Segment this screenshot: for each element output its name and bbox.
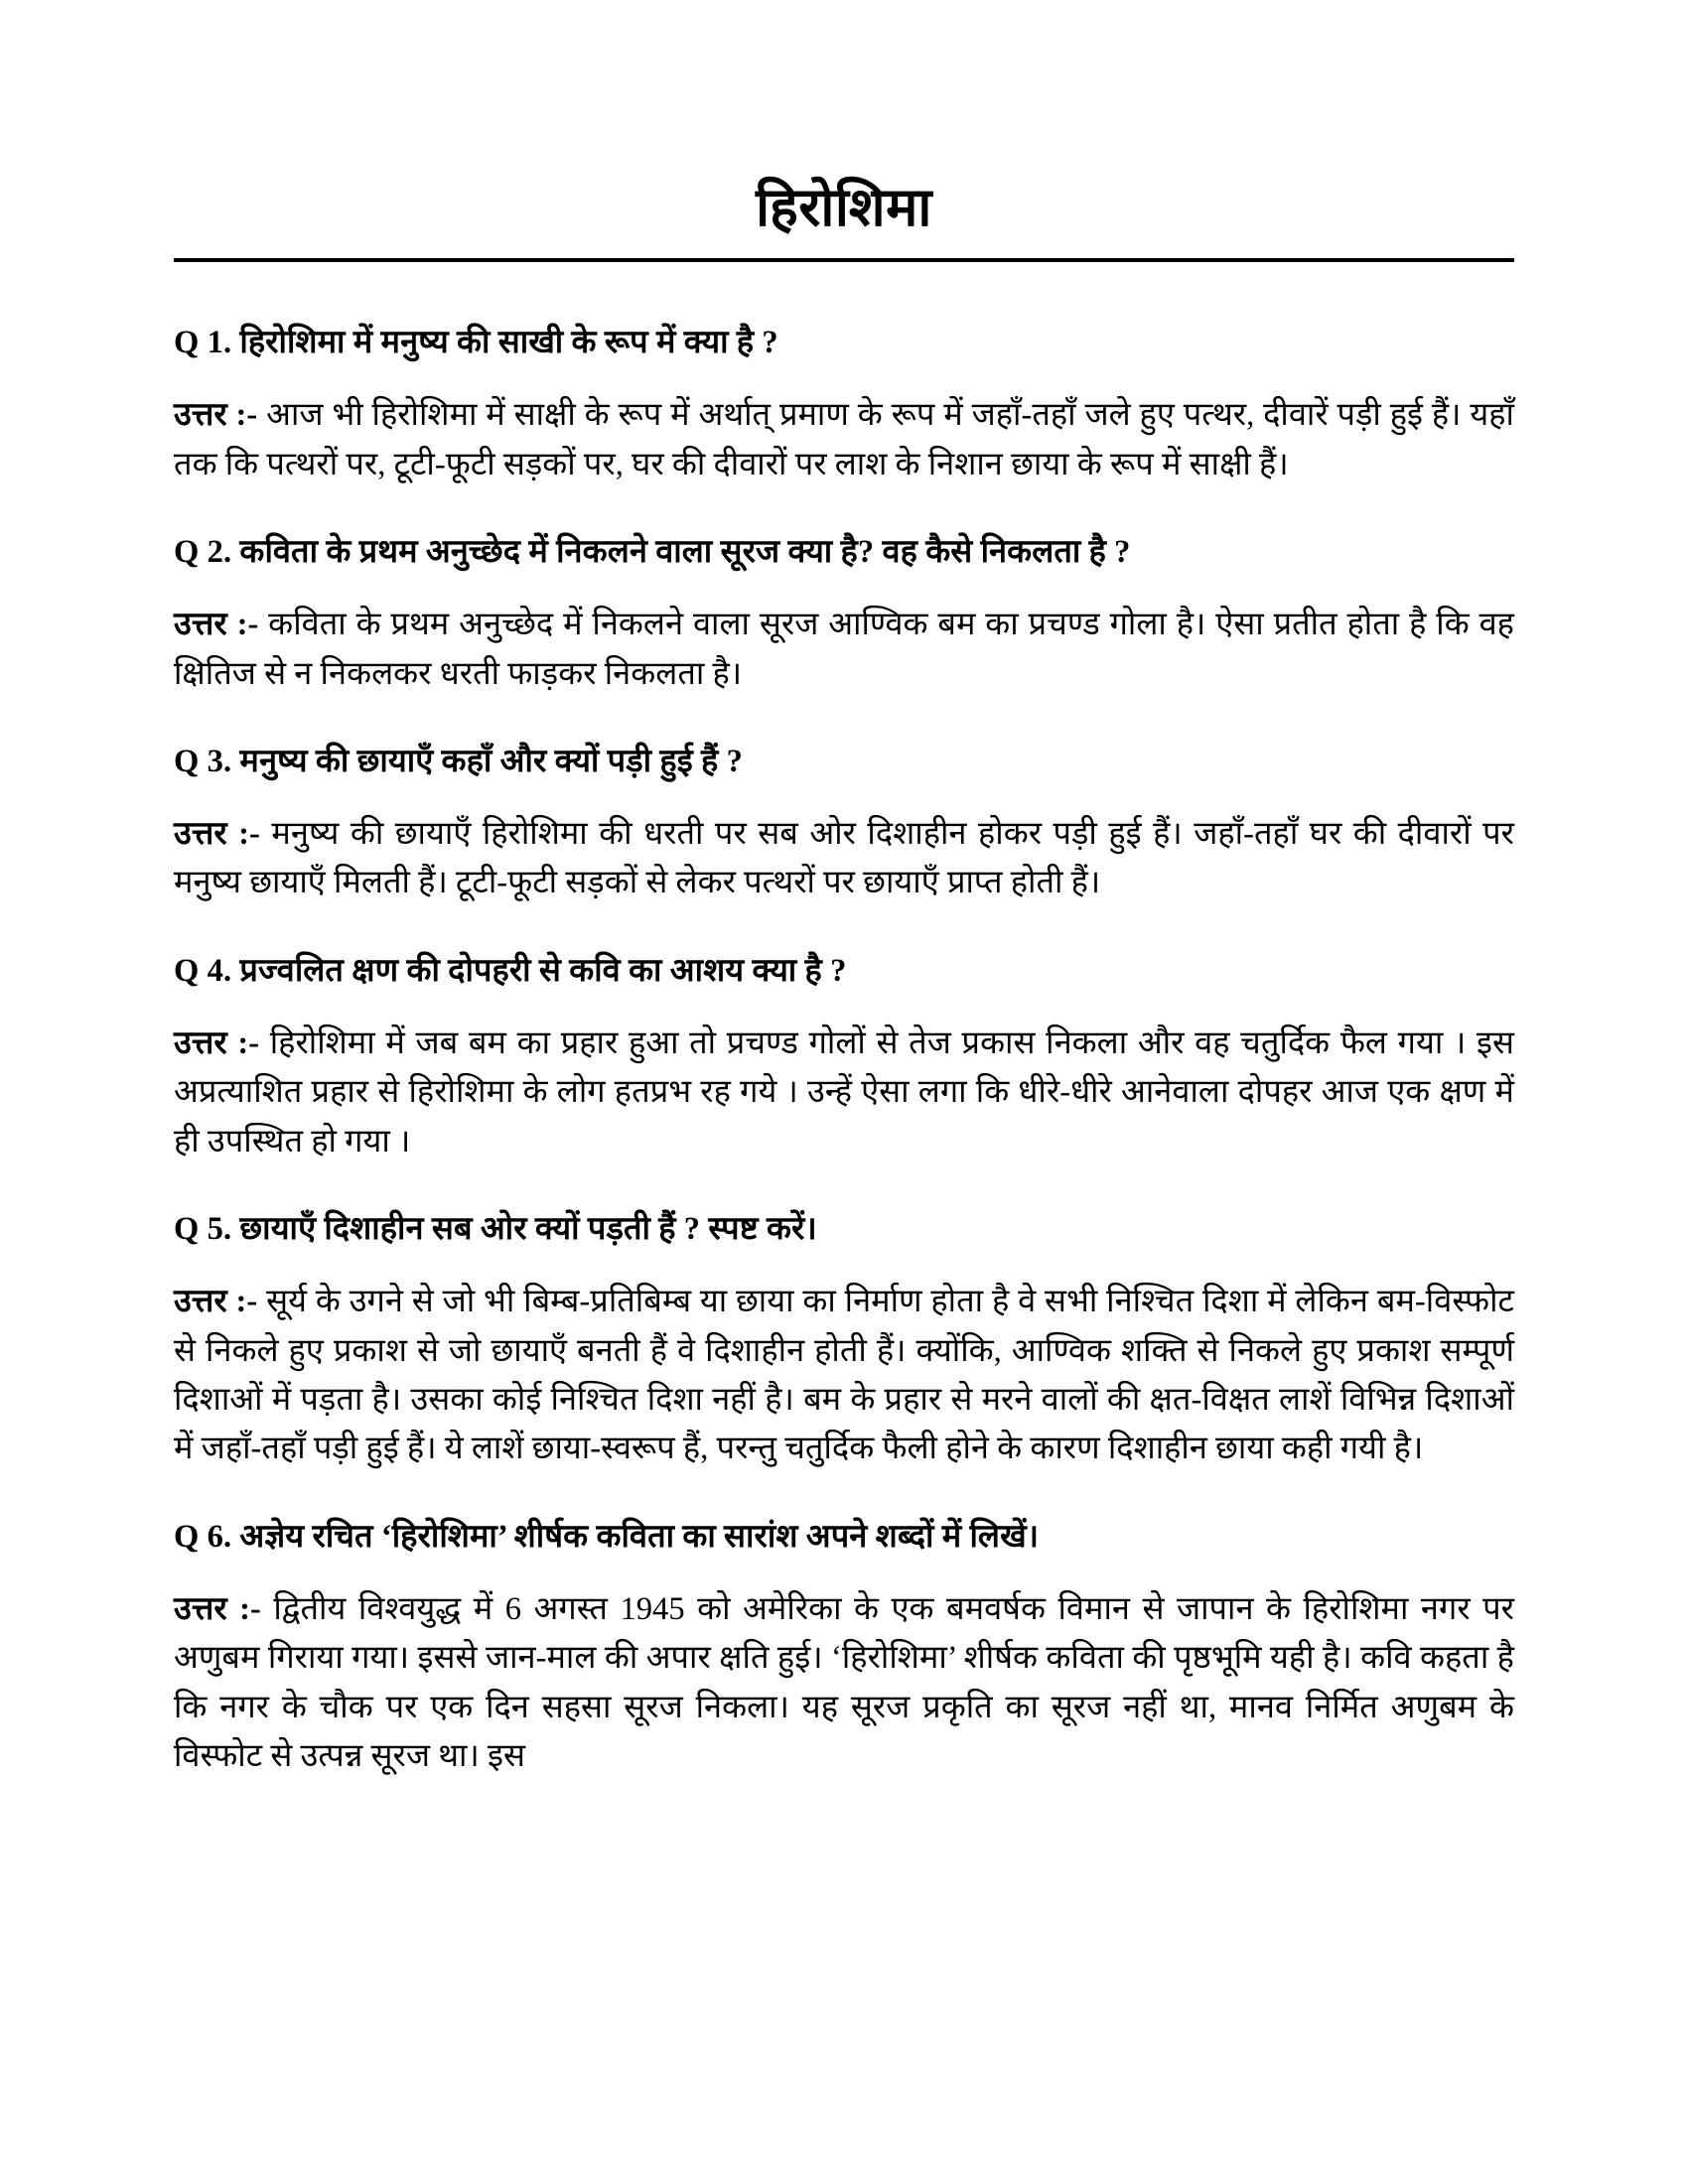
answer-label: उत्तर :- — [174, 1284, 258, 1320]
answer-label: उत्तर :- — [174, 1025, 260, 1061]
qa-list — [174, 320, 1514, 1781]
question-heading: Q 4. प्रज्वलित क्षण की दोपहरी से कवि का आशय क्या है ? — [174, 952, 847, 989]
answer-text: सूर्य के उगने से जो भी बिम्ब-प्रतिबिम्ब या छाया का निर्माण होता है वे सभी निश्चित दिशा में लेकिन बम-विस्फोट से निकले हुए प्रकाश से जो छायाएँ बनती हैं वे दिशाहीन होती हैं। क्योंकि, आण्विक शक्ति से निकले हुए प्रकाश सम्पूर्ण दिशाओं में पड़ता है। उसका कोई निश्चित दिशा नहीं है। बम के प्रहार से मरने वालों की क्षत-विक्षत लाशें विभिन्न दिशाओं में जहाँ-तहाँ पड़ी हुई हैं। ये लाशें छाया-स्वरूप हैं, परन्तु चतुर्दिक फैली होने के कारण दिशाहीन छाया कही गयी है। — [174, 1284, 1514, 1467]
qa-block — [174, 1514, 1514, 1782]
answer-paragraph — [174, 810, 1514, 908]
page-title: हिरोशिमा — [756, 178, 932, 237]
answer-paragraph — [174, 1020, 1514, 1166]
question-heading: Q 6. अज्ञेय रचित ‘हिरोशिमा’ शीर्षक कविता का सारांश अपने शब्दों में लिखें। — [174, 1518, 1040, 1555]
answer-paragraph — [174, 601, 1514, 699]
question-heading: Q 3. मनुष्य की छायाएँ कहाँ और क्यों पड़ी हुई हैं ? — [174, 743, 743, 779]
answer-paragraph — [174, 1278, 1514, 1474]
answer-label: उत्तर :- — [174, 607, 259, 643]
answer-text: हिरोशिमा में जब बम का प्रहार हुआ तो प्रचण्ड गोलों से तेज प्रकास निकला और वह चतुर्दिक फैल गया । इस अप्रत्याशित प्रहार से हिरोशिमा के लोग हतप्रभ रह गये । उन्हें ऐसा लगा कि धीरे-धीरे आनेवाला दोपहर आज एक क्षण में ही उपस्थित हो गया । — [174, 1025, 1514, 1160]
answer-text: आज भी हिरोशिमा में साक्षी के रूप में अर्थात् प्रमाण के रूप में जहाँ-तहाँ जले हुए पत्थर, दीवारें पड़ी हुई हैं। यहाँ तक कि पत्थरों पर, टूटी-फूटी सड़कों पर, घर की दीवारों पर लाश के निशान छाया के रूप में साक्षी हैं। — [174, 397, 1514, 482]
answer-text: कविता के प्रथम अनुच्छेद में निकलने वाला सूरज आण्विक बम का प्रचण्ड गोला है। ऐसा प्रतीत होता है कि वह क्षितिज से न निकलकर धरती फाड़कर निकलता है। — [174, 607, 1514, 692]
qa-block — [174, 320, 1514, 489]
answer-paragraph — [174, 391, 1514, 489]
qa-block — [174, 948, 1514, 1166]
qa-block — [174, 739, 1514, 908]
answer-label: उत्तर :- — [174, 397, 258, 434]
title-divider — [174, 258, 1514, 262]
qa-block — [174, 1206, 1514, 1474]
question-heading: Q 5. छायाएँ दिशाहीन सब ओर क्यों पड़ती हैं ? स्पष्ट करें। — [174, 1211, 817, 1248]
answer-label: उत्तर :- — [174, 816, 260, 853]
answer-text: मनुष्य की छायाएँ हिरोशिमा की धरती पर सब ओर दिशाहीन होकर पड़ी हुई हैं। जहाँ-तहाँ घर की दीवारों पर मनुष्य छायाएँ मिलती हैं। टूटी-फूटी सड़कों से लेकर पत्थरों पर छायाएँ प्राप्त होती हैं। — [174, 816, 1515, 901]
answer-text: द्वितीय विश्वयुद्ध में 6 अगस्त 1945 को अमेरिका के एक बमवर्षक विमान से जापान के हिरोशिमा नगर पर अणुबम गिराया गया। इससे जान-माल की अपार क्षति हुई। ‘हिरोशिमा’ शीर्षक कविता की पृष्ठभूमि यही है। कवि कहता है कि नगर के चौक पर एक दिन सहसा सूरज निकला। यह सूरज प्रकृति का सूरज नहीं था, मानव निर्मित अणुबम के विस्फोट से उत्पन्न सूरज था। इस — [174, 1591, 1514, 1775]
qa-block — [174, 529, 1514, 699]
question-heading: Q 2. कविता के प्रथम अनुच्छेद में निकलने वाला सूरज क्या है? वह कैसे निकलता है ? — [174, 534, 1131, 571]
question-heading: Q 1. हिरोशिमा में मनुष्य की साखी के रूप में क्या है ? — [174, 325, 778, 361]
answer-paragraph — [174, 1585, 1514, 1782]
answer-label: उत्तर :- — [174, 1591, 261, 1628]
